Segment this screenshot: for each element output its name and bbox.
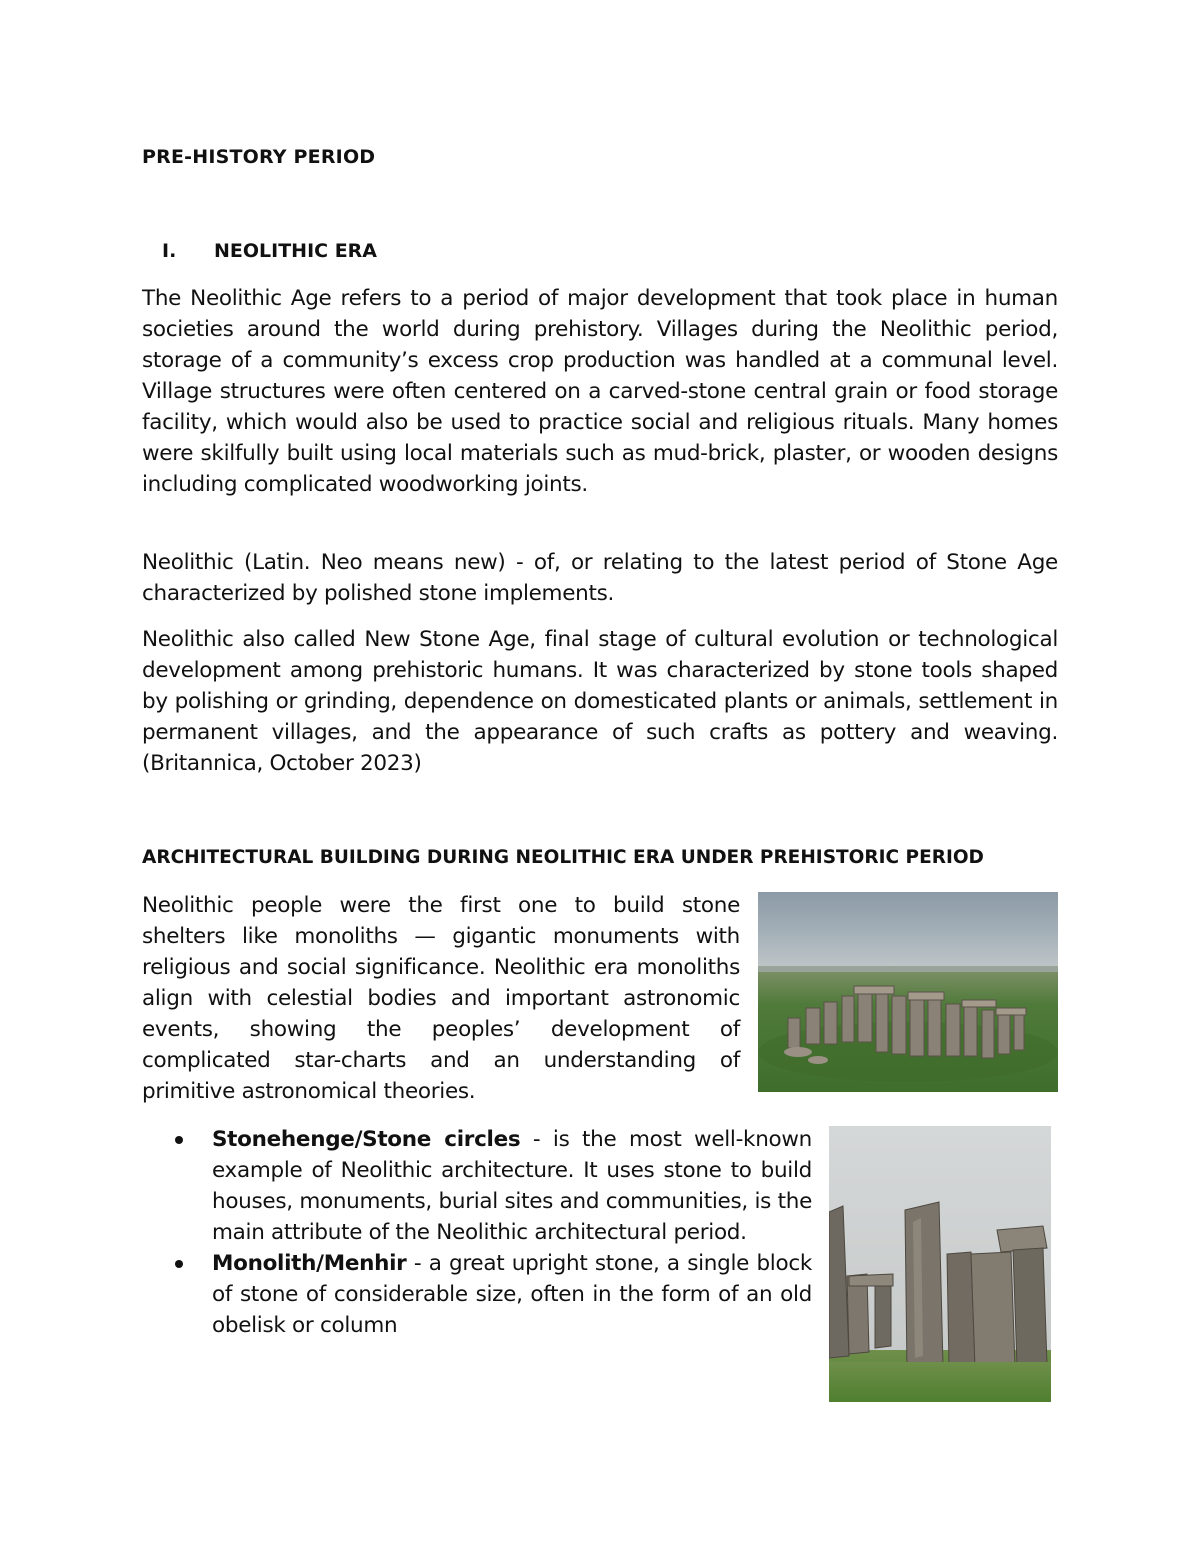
bullet-dot: [175, 1136, 183, 1144]
bullet-text: - a great upright stone, a single block of stone of considerable size, often in the form of an old obelisk or column: [212, 1251, 812, 1338]
stonehenge-closeup-photo: [829, 1126, 1051, 1402]
architecture-heading: ARCHITECTURAL BUILDING DURING NEOLITHIC ERA UNDER PREHISTORIC PERIOD: [142, 847, 984, 868]
list-item: [142, 1124, 812, 1248]
page-title: PRE-HISTORY PERIOD: [142, 146, 376, 168]
list-item: [142, 1248, 812, 1341]
architecture-intro-paragraph: Neolithic people were the first one to build stone shelters like monoliths — gigantic monuments with religious and social significance. Neolithic era monoliths align with celestial bodies and important astronomic events, showing the peoples’ development of complicated star-charts and an understanding of primitive astronomical theories.: [142, 893, 740, 1104]
stonehenge-aerial-photo: [758, 892, 1058, 1092]
paragraph-new-stone-age: Neolithic also called New Stone Age, final stage of cultural evolution or technological development among prehistoric humans. It was characterized by stone tools shaped by polishing or grinding, dependence on domesticated plants or animals, settlement in permanent villages, and the appearance of such crafts as pottery and weaving. (Britannica, October 2023): [142, 627, 1058, 776]
bullet-dot: [175, 1260, 183, 1268]
bullet-text: - is the most well-known example of Neolithic architecture. It uses stone to build houses, monuments, burial sites and communities, is the main attribute of the Neolithic architectural period.: [212, 1127, 813, 1245]
bullet-term: Monolith/Menhir: [212, 1251, 407, 1276]
architecture-bullet-list: [142, 1124, 812, 1341]
section-title: NEOLITHIC ERA: [214, 240, 378, 262]
paragraph-neolithic-definition: Neolithic (Latin. Neo means new) - of, or relating to the latest period of Stone Age characterized by polished stone implements.: [142, 550, 1058, 606]
bullet-term: Stonehenge/Stone circles: [212, 1127, 521, 1152]
paragraph-neolithic-age: The Neolithic Age refers to a period of major development that took place in human societies around the world during prehistory. Villages during the Neolithic period, storage of a community’s excess crop production was handled at a communal level. Village structures were often centered on a carved-stone central grain or food storage facility, which would also be used to practice social and religious rituals. Many homes were skilfully built using local materials such as mud-brick, plaster, or wooden designs including complicated woodworking joints.: [142, 286, 1058, 497]
section-number: I.: [162, 240, 177, 262]
section-heading: [142, 240, 377, 262]
